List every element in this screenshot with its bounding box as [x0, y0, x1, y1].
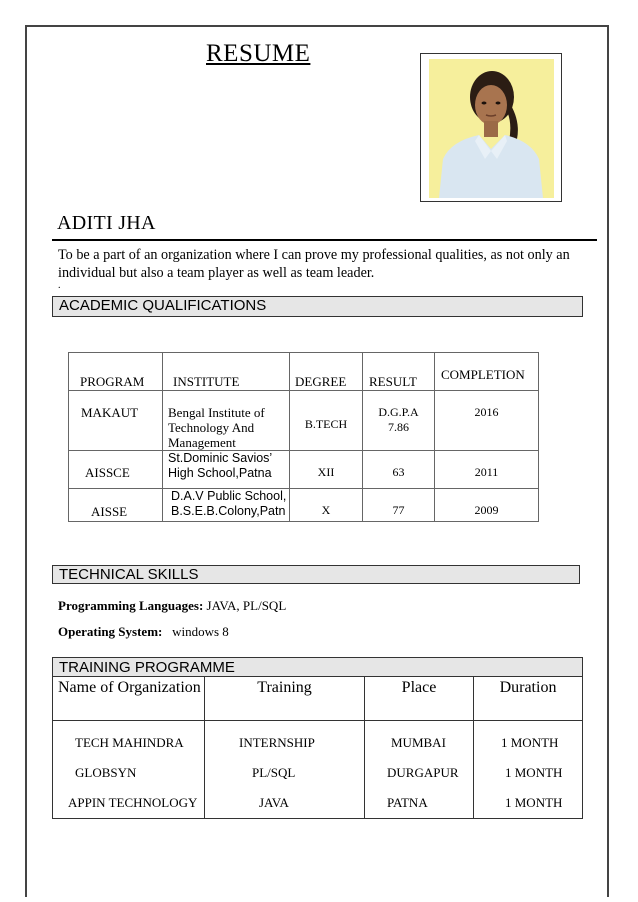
- result-cell: 77: [392, 503, 405, 517]
- portrait-photo: [429, 59, 554, 198]
- completion-cell: 2009: [474, 503, 499, 517]
- list-item: PATNA: [387, 795, 428, 810]
- program-cell: MAKAUT: [81, 405, 139, 420]
- list-item: 1 MONTH: [505, 765, 563, 780]
- academic-header-row: [69, 353, 539, 391]
- result-label-cell: D.G.P.A: [378, 405, 419, 419]
- col-completion: COMPLETION: [441, 367, 525, 382]
- org-list: [53, 721, 204, 818]
- table-row: [69, 489, 539, 522]
- portrait-illustration: [429, 59, 554, 198]
- list-item: 1 MONTH: [501, 735, 559, 750]
- col-result: RESULT: [369, 374, 417, 389]
- academic-section-header: ACADEMIC QUALIFICATIONS: [52, 296, 583, 317]
- col-duration: Duration: [499, 679, 557, 696]
- training-section-header: TRAINING PROGRAMME: [52, 657, 583, 677]
- program-cell: AISSE: [91, 504, 128, 519]
- training-list: [205, 721, 364, 818]
- institute-cell: D.A.V Public School, B.S.E.B.Colony,Patn: [171, 489, 287, 518]
- completion-cell: 2016: [474, 405, 499, 419]
- training-table: [52, 676, 583, 819]
- col-place: Place: [401, 679, 437, 696]
- academic-table: [68, 352, 539, 522]
- list-item: GLOBSYN: [75, 765, 137, 780]
- os-label: Operating System:: [58, 624, 163, 639]
- result-cell: 63: [392, 465, 405, 479]
- col-organization: Name of Organization: [58, 679, 201, 696]
- page-title: RESUME: [206, 40, 311, 67]
- operating-system: [58, 624, 229, 640]
- institute-cell: Bengal Institute of Technology And Management: [168, 405, 265, 450]
- programming-value: JAVA, PL/SQL: [203, 598, 287, 613]
- os-value: windows 8: [162, 624, 229, 639]
- degree-cell: B.TECH: [304, 417, 348, 431]
- objective-dot: .: [58, 280, 61, 291]
- programming-languages: [58, 598, 286, 614]
- list-item: 1 MONTH: [505, 795, 563, 810]
- list-item: PL/SQL: [252, 765, 296, 780]
- degree-cell: X: [321, 503, 331, 517]
- list-item: TECH MAHINDRA: [75, 735, 184, 750]
- name-divider: [52, 239, 597, 241]
- col-program: PROGRAM: [80, 374, 145, 389]
- technical-section-header: TECHNICAL SKILLS: [52, 565, 580, 584]
- result-cell: 7.86: [388, 420, 409, 434]
- duration-list: [474, 721, 582, 818]
- programming-label: Programming Languages:: [58, 598, 204, 613]
- list-item: MUMBAI: [391, 735, 446, 750]
- photo-frame: [420, 53, 562, 202]
- list-item: DURGAPUR: [387, 765, 459, 780]
- place-list: [365, 721, 473, 818]
- degree-cell: XII: [317, 465, 335, 479]
- col-training: Training: [257, 679, 312, 696]
- table-row: [69, 391, 539, 451]
- col-degree: DEGREE: [295, 374, 347, 389]
- list-item: APPIN TECHNOLOGY: [68, 795, 198, 810]
- completion-cell: 2011: [474, 465, 499, 479]
- col-institute: INSTITUTE: [173, 374, 240, 389]
- institute-cell: St.Dominic Savios’ High School,Patna: [168, 451, 272, 480]
- training-header-row: [53, 677, 583, 721]
- candidate-name: ADITI JHA: [57, 212, 156, 234]
- list-item: INTERNSHIP: [239, 735, 315, 750]
- list-item: JAVA: [259, 795, 289, 810]
- program-cell: AISSCE: [85, 465, 130, 480]
- career-objective: To be a part of an organization where I can prove my professional qualities, as not only an individual but also a team player as well as team leader.: [58, 247, 570, 281]
- table-row: [69, 451, 539, 489]
- training-body: [53, 721, 583, 819]
